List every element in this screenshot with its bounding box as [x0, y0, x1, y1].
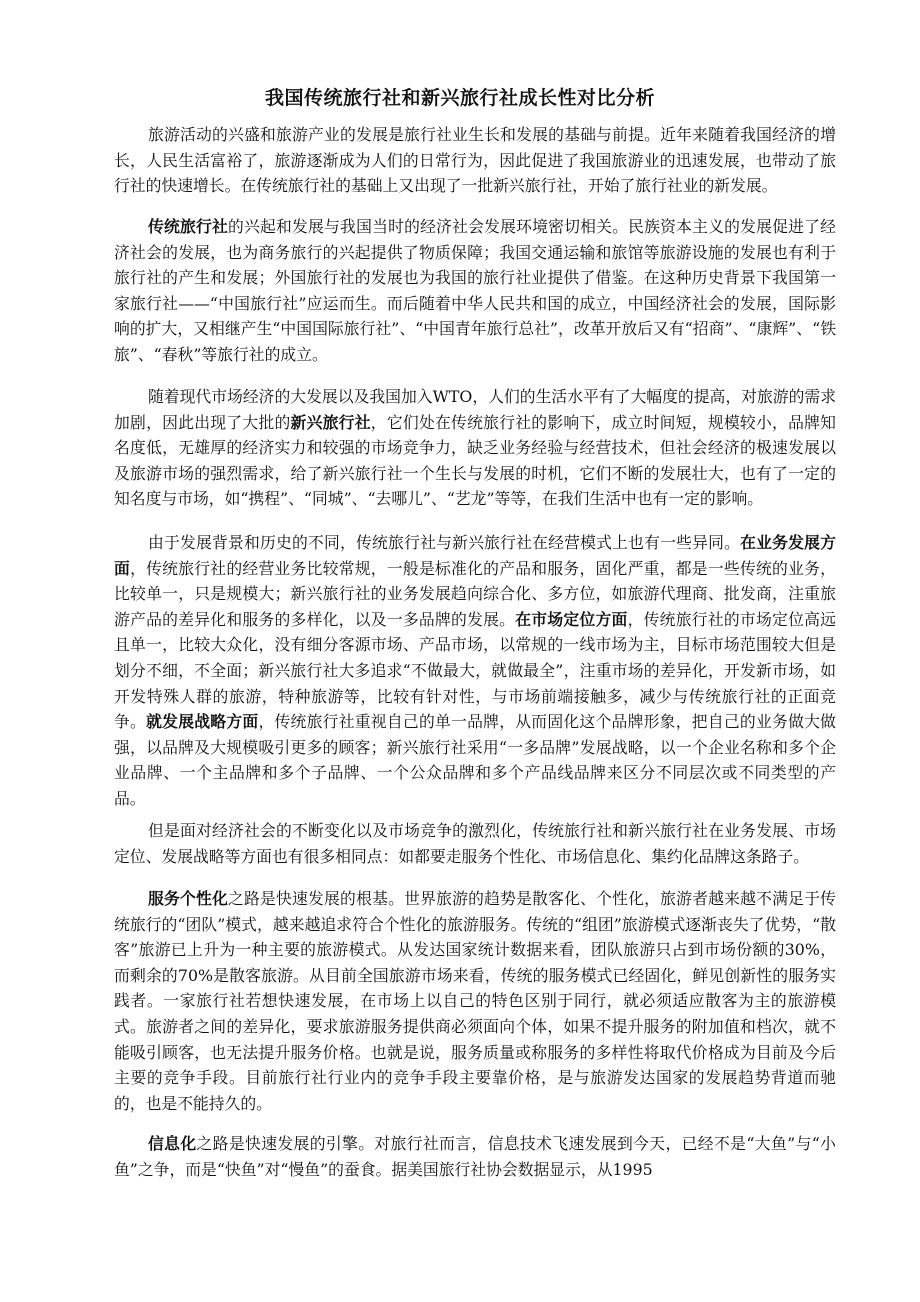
paragraph-text: ，传统旅行社的经营业务比较常规，一般是标准化的产品和服务，固化严重，都是一些传统的业务，比较单一，只是规模大；新兴旅行社的业务发展趋向综合化、多方位，如旅游代理商、批发商，注重旅游产品的差异化和服务的多样化，以及一多品牌的发展。	[114, 558, 836, 629]
bold-term-emerging: 新兴旅行社	[290, 412, 371, 432]
paragraph-text: 由于发展背景和历史的不同，传统旅行社与新兴旅行社在经营模式上也有一些异同。	[148, 533, 741, 552]
paragraph-informatization	[114, 1131, 836, 1182]
bold-term-market-positioning: 在市场定位方面	[515, 609, 628, 629]
paragraph-text: 的兴起和发展与我国当时的经济社会发展环境密切相关。民族资本主义的发展促进了经济社会的发展，也为商务旅行的兴起提供了物质保障；我国交通运输和旅馆等旅游设施的发展也有利于旅行社的产生和发展；外国旅行社的发展也为我国的旅行社业提供了借鉴。在这种历史背景下我国第一家旅行社——“中国旅行社”应运而生。而后随着中华人民共和国的成立，中国经济社会的发展，国际影响的扩大，又相继产生“中国国际旅行社”、“中国青年旅行总社”，改革开放后又有“招商”、“康辉”、“铁旅”、“春秋”等旅行社的成立。	[114, 217, 836, 364]
paragraph-intro: 旅游活动的兴盛和旅游产业的发展是旅行社业生长和发展的基础与前提。近年来随着我国经济的增长，人民生活富裕了，旅游逐渐成为人们的日常行为，因此促进了我国旅游业的迅速发展，也带动了旅行社的快速增长。在传统旅行社的基础上又出现了一批新兴旅行社，开始了旅行社业的新发展。	[114, 125, 836, 196]
bold-term-development-strategy: 就发展战略方面	[146, 712, 259, 732]
document-title: 我国传统旅行社和新兴旅行社成长性对比分析	[264, 87, 655, 109]
bold-term-service-personalization: 服务个性化	[148, 889, 229, 908]
paragraph-common-points: 但是面对经济社会的不断变化以及市场竞争的激烈化，传统旅行社和新兴旅行社在业务发展、市场定位、发展战略等方面也有很多相同点：如都要走服务个性化、市场信息化、集约化品牌这条路子。	[114, 821, 836, 866]
bold-term-business-development: 在业务发展方面	[114, 533, 836, 578]
paragraph-emerging-agencies	[114, 384, 836, 512]
paragraph-text: ，传统旅行社重视自己的单一品牌，从而固化这个品牌形象，把自己的业务做大做强，以品牌及大规模吸引更多的顾客；新兴旅行社采用“一多品牌”发展战略，以一个企业名称和多个企业品牌、一个主品牌和多个子品牌、一个公众品牌和多个产品线品牌来区分不同层次或不同类型的产品。	[114, 712, 836, 808]
bold-term-informatization: 信息化	[148, 1134, 197, 1153]
paragraph-text: 之路是快速发展的根基。世界旅游的趋势是散客化、个性化，旅游者越来越不满足于传统旅行的“团队”模式，越来越追求符合个性化的旅游服务。传统的“组团”旅游模式逐渐丧失了优势，“散客”旅游已上升为一种主要的旅游模式。从发达国家统计数据来看，团队旅游只占到市场份额的30%，而剩余的70%是散客旅游。从目前全国旅游市场来看，传统的服务模式已经固化，鲜见创新性的服务实践者。一家旅行社若想快速发展，在市场上以自己的特色区别于同行，就必须适应散客为主的旅游模式。旅游者之间的差异化，要求旅游服务提供商必须面向个体，如果不提升服务的附加值和档次，就不能吸引顾客，也无法提升服务价格。也就是说，服务质量或称服务的多样性将取代价格成为目前及今后主要的竞争手段。目前旅行社行业内的竞争手段主要靠价格，是与旅游发达国家的发展趋势背道而驰的，也是不能持久的。	[114, 889, 836, 1113]
paragraph-text: 之路是快速发展的引擎。对旅行社而言，信息技术飞速发展到今天，已经不是“大鱼”与“小鱼”之争，而是“快鱼”对“慢鱼”的蚕食。据美国旅行社协会数据显示，从1995	[114, 1134, 836, 1179]
paragraph-text: 随着现代市场经济的大发展以及我国加入WTO，人们的生活水平有了大幅度的提高，对旅游的需求加剧，因此出现了大批的	[114, 387, 836, 432]
paragraph-text: ，传统旅行社的市场定位高远且单一，比较大众化，没有细分客源市场、产品市场，以常规的一线市场为主，目标市场范围较大但是划分不细，不全面；新兴旅行社大多追求“不做最大，就做最全”，注重市场的差异化，开发新市场，如开发特殊人群的旅游，特种旅游等，比较有针对性，与市场前端接触多，减少与传统旅行社的正面竞争。	[114, 609, 836, 732]
paragraph-traditional-agencies	[114, 214, 836, 368]
bold-term-traditional: 传统旅行社	[148, 217, 229, 236]
paragraph-service-personalization	[114, 886, 836, 1116]
paragraph-text: ，它们处在传统旅行社的影响下，成立时间短，规模较小，品牌知名度低，无雄厚的经济实力和较强的市场竞争力，缺乏业务经验与经营技术，但社会经济的极速发展以及旅游市场的强烈需求，给了新兴旅行社一个生长与发展的时机，它们不断的发展壮大，也有了一定的知名度与市场，如“携程”、“同城”、“去哪儿”、“艺龙”等等，在我们生活中也有一定的影响。	[114, 412, 836, 509]
paragraph-business-model-comparison	[114, 530, 836, 812]
